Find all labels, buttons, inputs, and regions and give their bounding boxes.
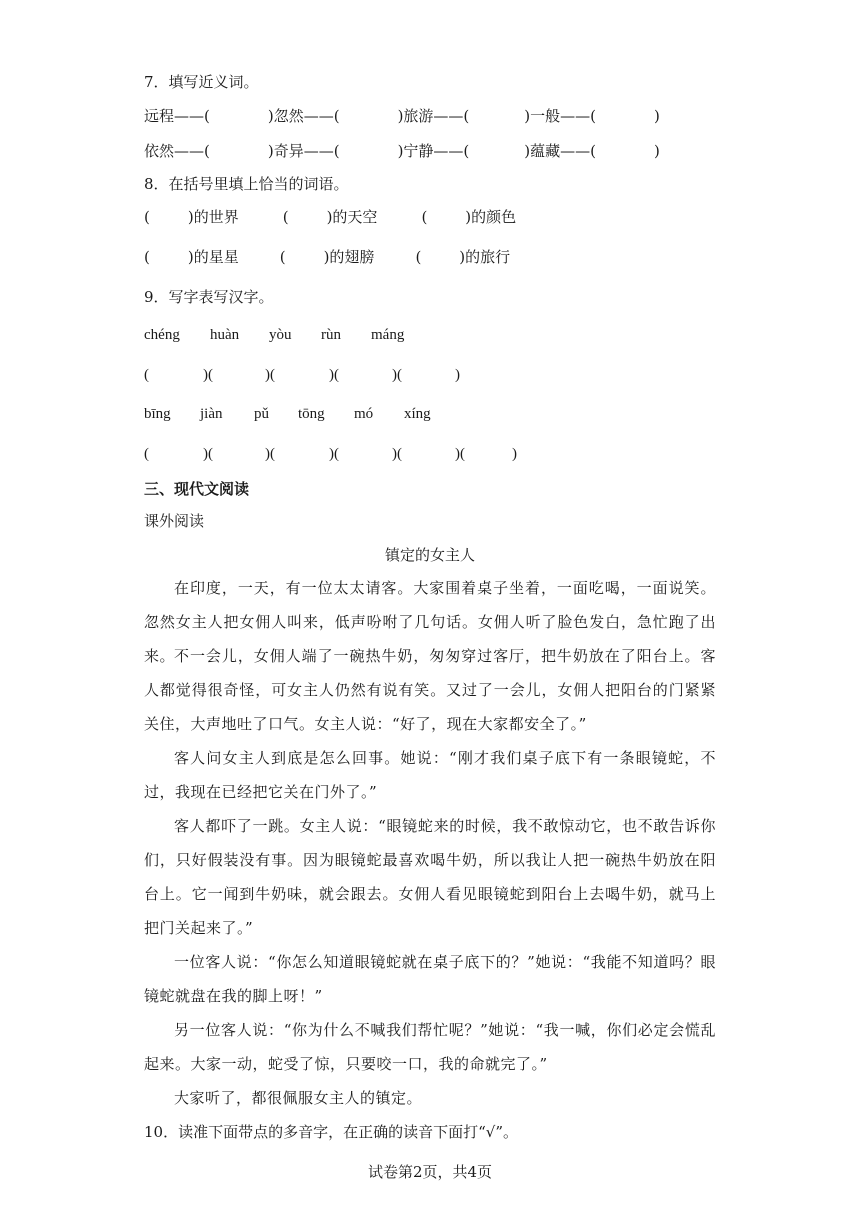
paren: ) [512,446,517,462]
story-paragraph: 在印度，一天，有一位太太请客。大家围着桌子坐着，一面吃喝，一面说笑。忽然女主人把女佣人叫来，低声吩咐了几句话。女佣人听了脸色发白，急忙跑了出来。 [144,579,716,665]
q8-row1-w2: )的天空 [326,208,378,226]
q8-title: 8．在括号里填上恰当的词语。 [144,175,349,193]
paren: ( [144,367,149,383]
q7-row1-a: 远程——( [144,107,210,125]
pinyin: mó [354,406,374,422]
q7-row2 [144,141,660,161]
story-paragraph: 不一会儿，女佣人端了一碗热牛奶，匆匆穿过客厅，把牛奶放在了阳台上。客人都觉得很奇怪，可女主人仍然有说有笑。又过了一会儿，女佣人把阳台的门紧紧关住，大声地吐了口气。女主人说：“好了，现在大家都安全了。” [144,647,716,733]
q7-row2-d: )蕴藏——( [524,142,597,160]
pinyin: pǔ [254,406,269,422]
q9-title: 9．写字表写汉字。 [144,288,274,306]
q8-row1-w1: )的世界 [187,208,239,226]
paren[interactable]: )( [455,446,465,462]
paren[interactable]: )( [329,446,339,462]
story-paragraph: 大家听了，都很佩服女主人的镇定。 [174,1089,423,1107]
paren[interactable]: )( [392,446,402,462]
q8-row2 [144,247,510,267]
pinyin: yòu [269,327,292,343]
q7-row1 [144,106,660,126]
q8-row1 [144,207,516,227]
pinyin: tōng [298,406,325,422]
q7-row1-c: )旅游——( [397,107,470,125]
q7-row2-e: ) [654,142,660,160]
story-paragraph: 客人都吓了一跳。女主人说：“眼镜蛇来的时候，我不敢惊动它，也不敢告诉你们，只好假装没有事。因为眼镜蛇最喜欢喝牛奶，所以我让人把一碗热牛奶放在阳台上。它一闻到牛奶味，就会跟去。女佣人看见眼镜蛇到阳台上去喝牛奶，就马上把门关起来了。” [144,817,716,937]
paren[interactable]: )( [265,367,275,383]
q8-row1-p3: ( [421,208,428,226]
q8-row2-w2: )的翅膀 [323,248,375,266]
story-title: 镇定的女主人 [384,546,475,564]
pinyin: jiàn [200,406,223,422]
pinyin: chéng [144,327,180,343]
paren: ( [144,446,149,462]
paren[interactable]: )( [203,446,213,462]
q7-row1-d: )一般——( [524,107,597,125]
q8-row1-p1: ( [144,208,150,226]
q7-row1-e: ) [654,107,660,125]
q7-row2-b: )奇异——( [267,142,340,160]
q8-row2-p1: ( [144,248,150,266]
q8-row2-w3: )的旅行 [459,248,511,266]
story-paragraph: 客人问女主人到底是怎么回事。她说：“刚才我们桌子底下有一条眼镜蛇，不过，我现在已经把它关在门外了。” [144,749,716,801]
pinyin: xíng [404,406,431,422]
pinyin: huàn [210,327,240,343]
paren: ) [455,367,460,383]
pinyin: rùn [321,327,341,343]
paren[interactable]: )( [265,446,275,462]
paren[interactable]: )( [203,367,213,383]
page-footer: 试卷第2页，共4页 [367,1163,493,1181]
q8-row2-p3: ( [415,248,422,266]
q8-row2-w1: )的星星 [187,248,239,266]
q7-row1-b: )忽然——( [267,107,340,125]
q8-row2-p2: ( [279,248,286,266]
q7-row2-c: )宁静——( [397,142,470,160]
section-subheading: 课外阅读 [144,512,205,530]
pinyin: máng [371,327,405,343]
paren[interactable]: )( [329,367,339,383]
q8-row1-w3: )的颜色 [465,208,517,226]
story-paragraph: 另一位客人说：“你为什么不喊我们帮忙呢？”她说：“我一喊，你们必定会慌乱起来。大家一动，蛇受了惊，只要咬一口，我的命就完了。” [144,1021,716,1073]
q7-row2-a: 依然——( [144,142,210,160]
q10-title: 10．读准下面带点的多音字，在正确的读音下面打“√”。 [144,1123,518,1141]
story-paragraph: 一位客人说：“你怎么知道眼镜蛇就在桌子底下的？”她说：“我能不知道吗？眼镜蛇就盘在我的脚上呀！” [144,953,716,1005]
paren[interactable]: )( [392,367,402,383]
pinyin: bīng [144,406,171,422]
q8-row1-p2: ( [282,208,289,226]
section-heading: 三、现代文阅读 [144,480,250,498]
q7-title: 7．填写近义词。 [144,73,259,91]
